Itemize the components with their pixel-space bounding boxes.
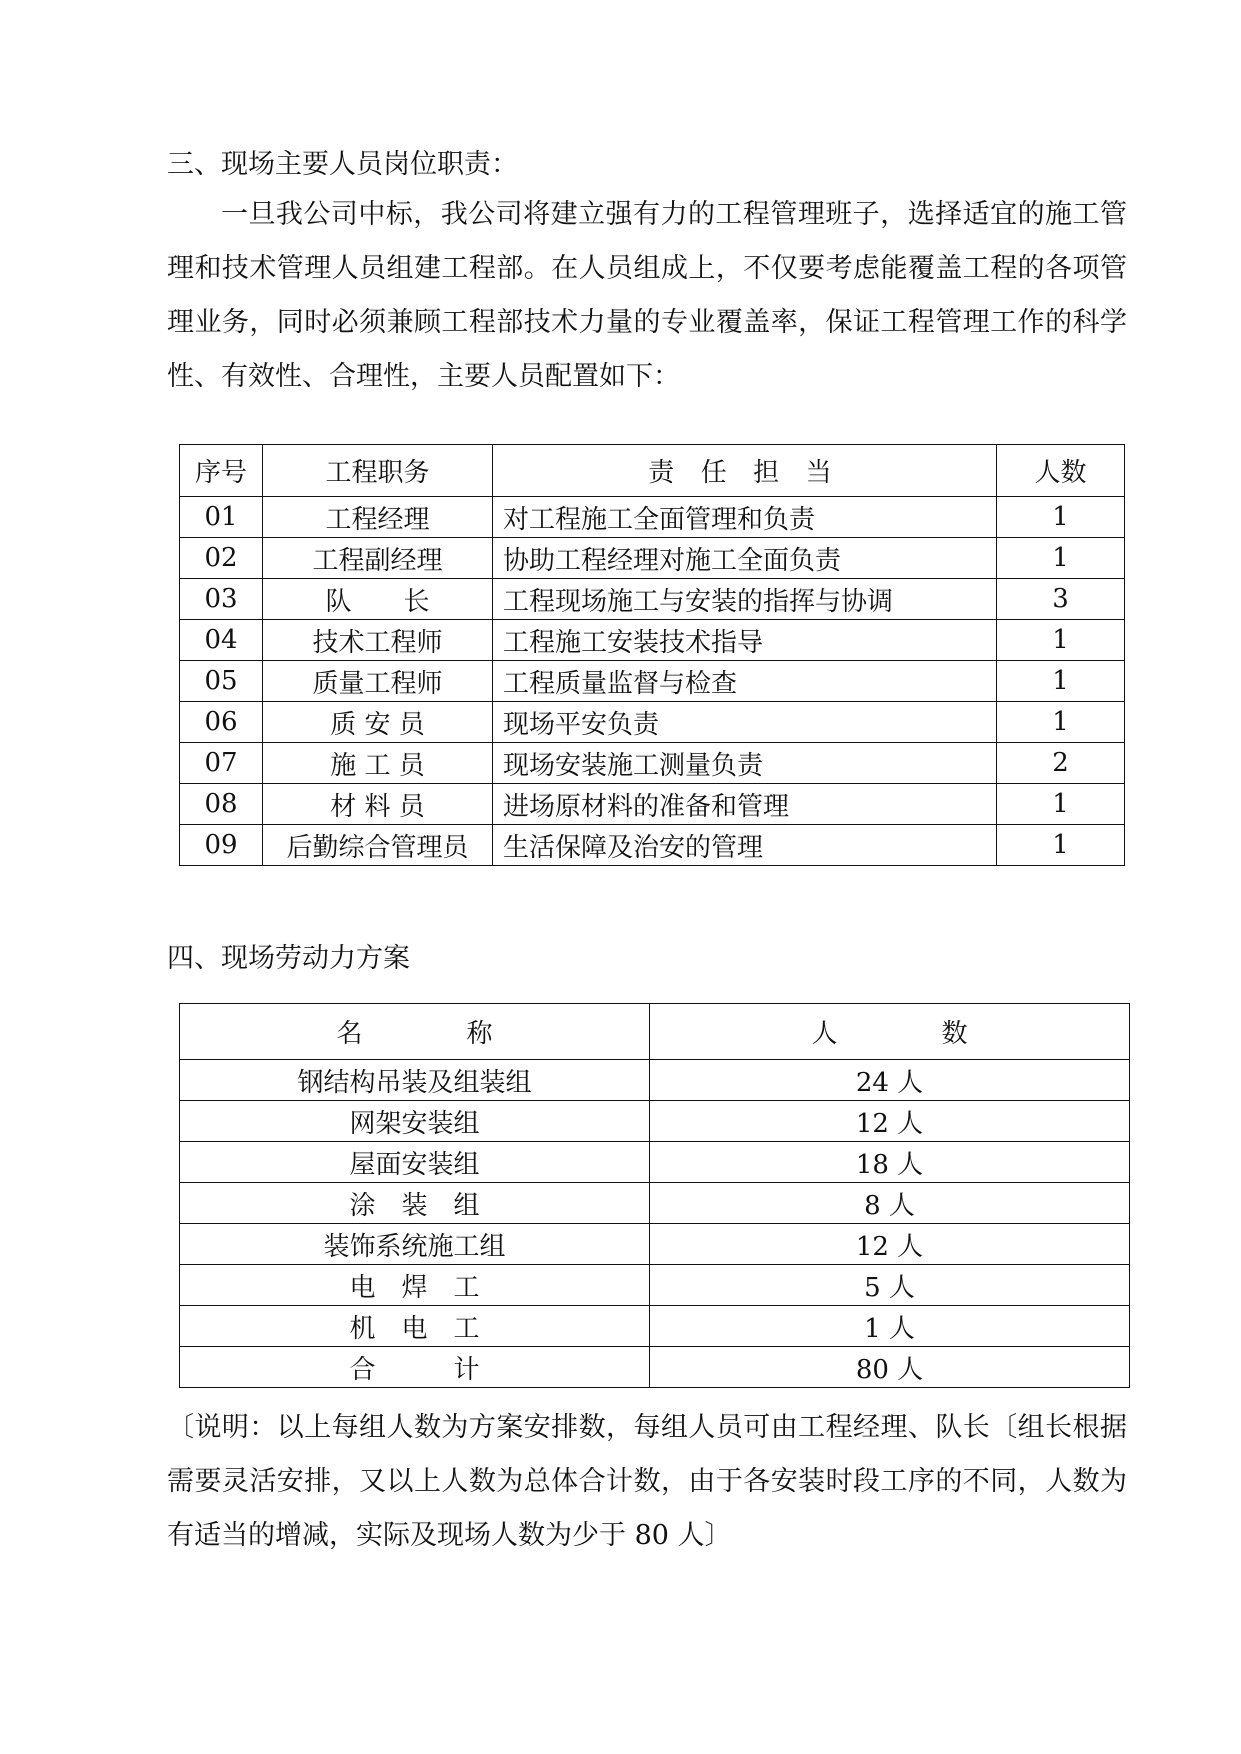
cell-count: 8 人	[650, 1183, 1130, 1224]
cell-count: 1	[997, 620, 1125, 661]
table-row	[180, 1265, 1130, 1306]
cell-no: 09	[180, 825, 263, 866]
cell-duty: 现场安装施工测量负责	[493, 743, 997, 784]
table-row	[180, 702, 1125, 743]
cell-no: 05	[180, 661, 263, 702]
table-row	[180, 579, 1125, 620]
cell-name: 装饰系统施工组	[180, 1224, 650, 1265]
header-duty: 责 任 担 当	[493, 445, 997, 497]
cell-count: 2	[997, 743, 1125, 784]
cell-count: 1	[997, 538, 1125, 579]
cell-count: 1	[997, 784, 1125, 825]
cell-name: 合 计	[180, 1347, 650, 1388]
cell-count: 5 人	[650, 1265, 1130, 1306]
cell-name: 涂 装 组	[180, 1183, 650, 1224]
cell-role: 施 工 员	[263, 743, 493, 784]
table-row	[180, 620, 1125, 661]
table-row	[180, 538, 1125, 579]
cell-role: 工程副经理	[263, 538, 493, 579]
cell-count: 80 人	[650, 1347, 1130, 1388]
table-row	[180, 1183, 1130, 1224]
cell-duty: 工程现场施工与安装的指挥与协调	[493, 579, 997, 620]
section-3-heading: 三、现场主要人员岗位职责：	[167, 149, 518, 180]
cell-no: 03	[180, 579, 263, 620]
cell-count: 1	[997, 661, 1125, 702]
table-row	[180, 1306, 1130, 1347]
cell-duty: 对工程施工全面管理和负责	[493, 497, 997, 538]
cell-name: 机 电 工	[180, 1306, 650, 1347]
cell-duty: 工程质量监督与检查	[493, 661, 997, 702]
header-name: 名 称	[180, 1004, 650, 1060]
cell-name: 屋面安装组	[180, 1142, 650, 1183]
table-row	[180, 1060, 1130, 1101]
table-row	[180, 1101, 1130, 1142]
cell-duty: 协助工程经理对施工全面负责	[493, 538, 997, 579]
table-row	[180, 825, 1125, 866]
cell-role: 技术工程师	[263, 620, 493, 661]
cell-count: 12 人	[650, 1101, 1130, 1142]
cell-no: 07	[180, 743, 263, 784]
table-row	[180, 661, 1125, 702]
cell-name: 钢结构吊装及组装组	[180, 1060, 650, 1101]
cell-no: 08	[180, 784, 263, 825]
cell-duty: 工程施工安装技术指导	[493, 620, 997, 661]
cell-no: 01	[180, 497, 263, 538]
cell-count: 1 人	[650, 1306, 1130, 1347]
table-row	[180, 784, 1125, 825]
table-row	[180, 1142, 1130, 1183]
cell-duty: 现场平安负责	[493, 702, 997, 743]
cell-count: 3	[997, 579, 1125, 620]
cell-no: 06	[180, 702, 263, 743]
table-row	[180, 1224, 1130, 1265]
cell-role: 工程经理	[263, 497, 493, 538]
cell-no: 02	[180, 538, 263, 579]
table-total-row	[180, 1347, 1130, 1388]
section-4-heading: 四、现场劳动力方案	[167, 943, 410, 974]
header-count: 人 数	[650, 1004, 1130, 1060]
cell-role: 质 安 员	[263, 702, 493, 743]
cell-count: 1	[997, 825, 1125, 866]
cell-count: 12 人	[650, 1224, 1130, 1265]
cell-count: 18 人	[650, 1142, 1130, 1183]
cell-no: 04	[180, 620, 263, 661]
table-header-row	[180, 445, 1125, 497]
labor-plan-table	[179, 1003, 1130, 1388]
cell-role: 材 料 员	[263, 784, 493, 825]
header-no: 序号	[180, 445, 263, 497]
header-count: 人数	[997, 445, 1125, 497]
table-row	[180, 743, 1125, 784]
cell-duty: 生活保障及治安的管理	[493, 825, 997, 866]
cell-duty: 进场原材料的准备和管理	[493, 784, 997, 825]
cell-name: 电 焊 工	[180, 1265, 650, 1306]
table-row	[180, 497, 1125, 538]
cell-role: 后勤综合管理员	[263, 825, 493, 866]
cell-role: 质量工程师	[263, 661, 493, 702]
table-header-row	[180, 1004, 1130, 1060]
cell-role: 队 长	[263, 579, 493, 620]
cell-count: 1	[997, 497, 1125, 538]
header-role: 工程职务	[263, 445, 493, 497]
cell-count: 24 人	[650, 1060, 1130, 1101]
staff-responsibility-table	[179, 444, 1125, 866]
section-3-paragraph: 一旦我公司中标，我公司将建立强有力的工程管理班子，选择适宜的施工管理和技术管理人员组建工程部。在人员组成上，不仅要考虑能覆盖工程的各项管理业务，同时必须兼顾工程部技术力量的专业覆盖率，保证工程管理工作的科学性、有效性、合理性，主要人员配置如下：	[167, 199, 1127, 392]
cell-count: 1	[997, 702, 1125, 743]
cell-name: 网架安装组	[180, 1101, 650, 1142]
note-paragraph: 〔说明：以上每组人数为方案安排数，每组人员可由工程经理、队长〔组长根据需要灵活安排，又以上人数为总体合计数，由于各安装时段工序的不同，人数为有适当的增减，实际及现场人数为少于 80 人〕	[167, 1412, 1127, 1551]
